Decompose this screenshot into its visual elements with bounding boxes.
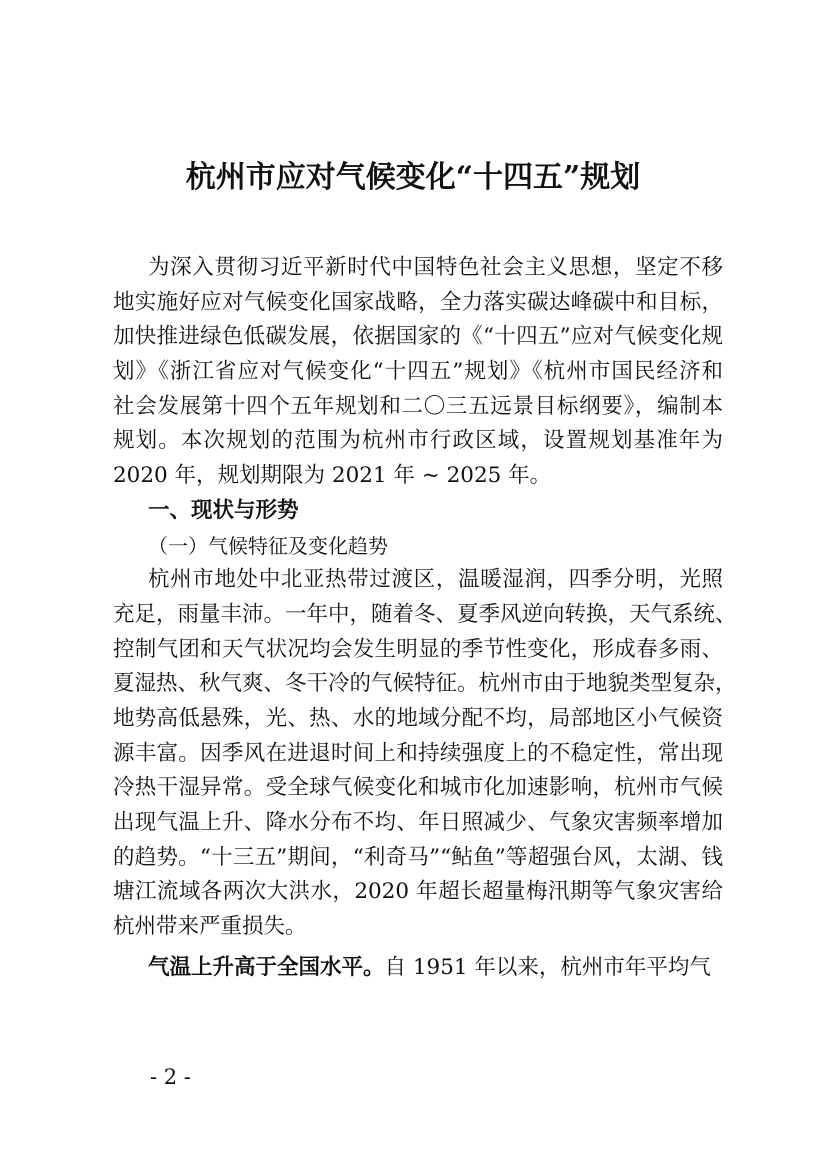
- paragraph-line: 划》《浙江省应对气候变化“十四五”规划》《杭州市国民经济和: [113, 359, 723, 385]
- document-title: 杭州市应对气候变化“十四五”规划: [185, 160, 641, 195]
- paragraph-line: 地实施好应对气候变化国家战略，全力落实碳达峰碳中和目标，: [113, 289, 723, 315]
- paragraph-line: 2020 年，规划期限为 2021 年 ~ 2025 年。: [113, 463, 552, 489]
- paragraph-line: 杭州带来严重损失。: [113, 914, 307, 940]
- paragraph-line: 源丰富。因季风在进退时间上和持续强度上的不稳定性，常出现: [113, 740, 723, 766]
- paragraph-line: 的趋势。“十三五”期间，“利奇马”“鲇鱼”等超强台风，太湖、钱: [113, 844, 723, 870]
- bold-lead: 气温上升高于全国水平。: [148, 954, 385, 980]
- paragraph-line: 冷热干湿异常。受全球气候变化和城市化加速影响，杭州市气候: [113, 775, 723, 801]
- section-heading: 一、现状与形势: [148, 497, 299, 523]
- page-number: - 2 -: [150, 1065, 191, 1089]
- paragraph-line: 加快推进绿色低碳发展，依据国家的《“十四五”应对气候变化规: [113, 324, 723, 350]
- paragraph-line: 地势高低悬殊，光、热、水的地域分配不均，局部地区小气候资: [113, 705, 723, 731]
- paragraph-line: 出现气温上升、降水分布不均、年日照减少、气象灾害频率增加: [113, 810, 723, 835]
- paragraph-line: 社会发展第十四个五年规划和二〇三五远景目标纲要》，编制本: [113, 393, 723, 419]
- paragraph-line: 充足，雨量丰沛。一年中，随着冬、夏季风逆向转换，天气系统、: [113, 601, 737, 627]
- subsection-heading: （一）气候特征及变化趋势: [148, 533, 388, 558]
- paragraph-line: [113, 951, 723, 986]
- paragraph-line: 夏湿热、秋气爽、冬干冷的气候特征。杭州市由于地貌类型复杂，: [113, 671, 737, 697]
- paragraph-text: 自 1951 年以来，杭州市年平均气: [384, 954, 711, 980]
- paragraph-line: 规划。本次规划的范围为杭州市行政区域，设置规划基准年为: [113, 428, 723, 454]
- paragraph-line: 杭州市地处中北亚热带过渡区，温暖湿润，四季分明，光照: [148, 567, 723, 593]
- paragraph-line: 塘江流域各两次大洪水，2020 年超长超量梅汛期等气象灾害给: [113, 879, 723, 905]
- paragraph-line: 为深入贯彻习近平新时代中国特色社会主义思想，坚定不移: [148, 255, 723, 280]
- document-body: [113, 251, 737, 985]
- paragraph-line: 控制气团和天气状况均会发生明显的季节性变化，形成春多雨、: [113, 636, 723, 662]
